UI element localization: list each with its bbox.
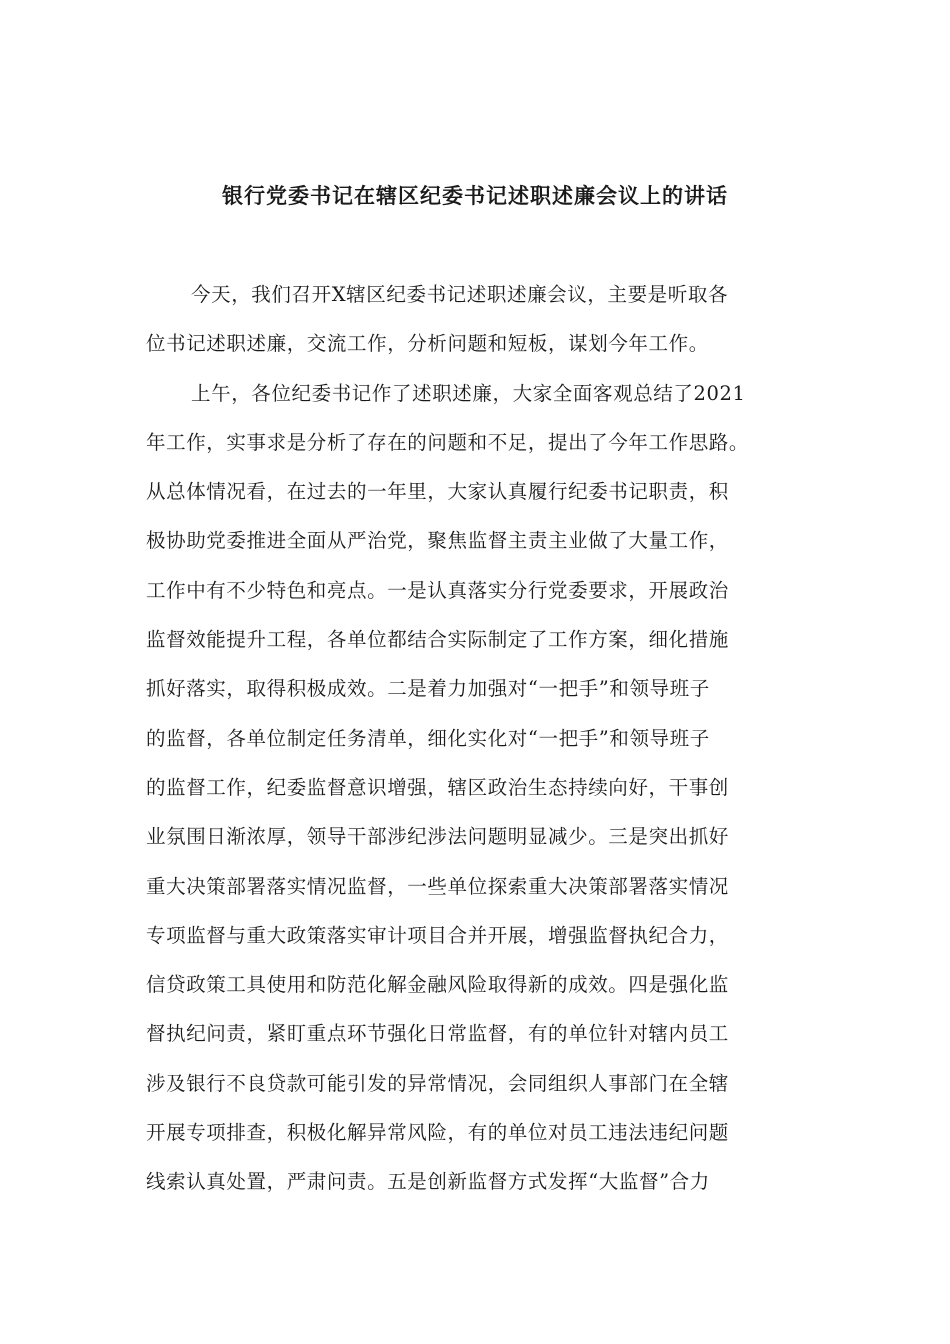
body-line: 业氛围日渐浓厚，领导干部涉纪涉法问题明显减少。三是突出抓好 xyxy=(146,825,729,849)
body-line: 极协助党委推进全面从严治党，聚焦监督主责主业做了大量工作， xyxy=(146,529,729,553)
body-line: 专项监督与重大政策落实审计项目合并开展，增强监督执纪合力， xyxy=(146,923,729,947)
body-line: 上午，各位纪委书记作了述职述廉，大家全面客观总结了2021 xyxy=(191,381,746,405)
body-line: 的监督工作，纪委监督意识增强，辖区政治生态持续向好，干事创 xyxy=(146,775,729,799)
body-line: 今天，我们召开X辖区纪委书记述职述廉会议，主要是听取各 xyxy=(191,283,729,306)
body-line: 年工作，实事求是分析了存在的问题和不足，提出了今年工作思路。 xyxy=(146,430,750,454)
body-line: 抓好落实，取得积极成效。二是着力加强对“一把手”和领导班子 xyxy=(146,677,710,701)
body-line: 监督效能提升工程，各单位都结合实际制定了工作方案，细化措施 xyxy=(146,628,729,652)
body-line: 线索认真处置，严肃问责。五是创新监督方式发挥“大监督”合力 xyxy=(146,1170,710,1194)
body-line: 重大决策部署落实情况监督，一些单位探索重大决策部署落实情况 xyxy=(146,874,729,898)
body-line: 督执纪问责，紧盯重点环节强化日常监督，有的单位针对辖内员工 xyxy=(146,1022,729,1046)
body-line: 从总体情况看，在过去的一年里，大家认真履行纪委书记职责，积 xyxy=(146,480,729,504)
body-line: 涉及银行不良贷款可能引发的异常情况，会同组织人事部门在全辖 xyxy=(146,1071,729,1095)
body-line: 的监督，各单位制定任务清单，细化实化对“一把手”和领导班子 xyxy=(146,726,710,750)
body-line: 位书记述职述廉，交流工作，分析问题和短板，谋划今年工作。 xyxy=(146,332,709,356)
body-line: 开展专项排查，积极化解异常风险，有的单位对员工违法违纪问题 xyxy=(146,1121,729,1145)
document-title: 银行党委书记在辖区纪委书记述职述廉会议上的讲话 xyxy=(222,183,728,208)
body-line: 工作中有不少特色和亮点。一是认真落实分行党委要求，开展政治 xyxy=(146,578,729,602)
document-body xyxy=(146,270,806,1207)
body-line: 信贷政策工具使用和防范化解金融风险取得新的成效。四是强化监 xyxy=(146,973,729,997)
